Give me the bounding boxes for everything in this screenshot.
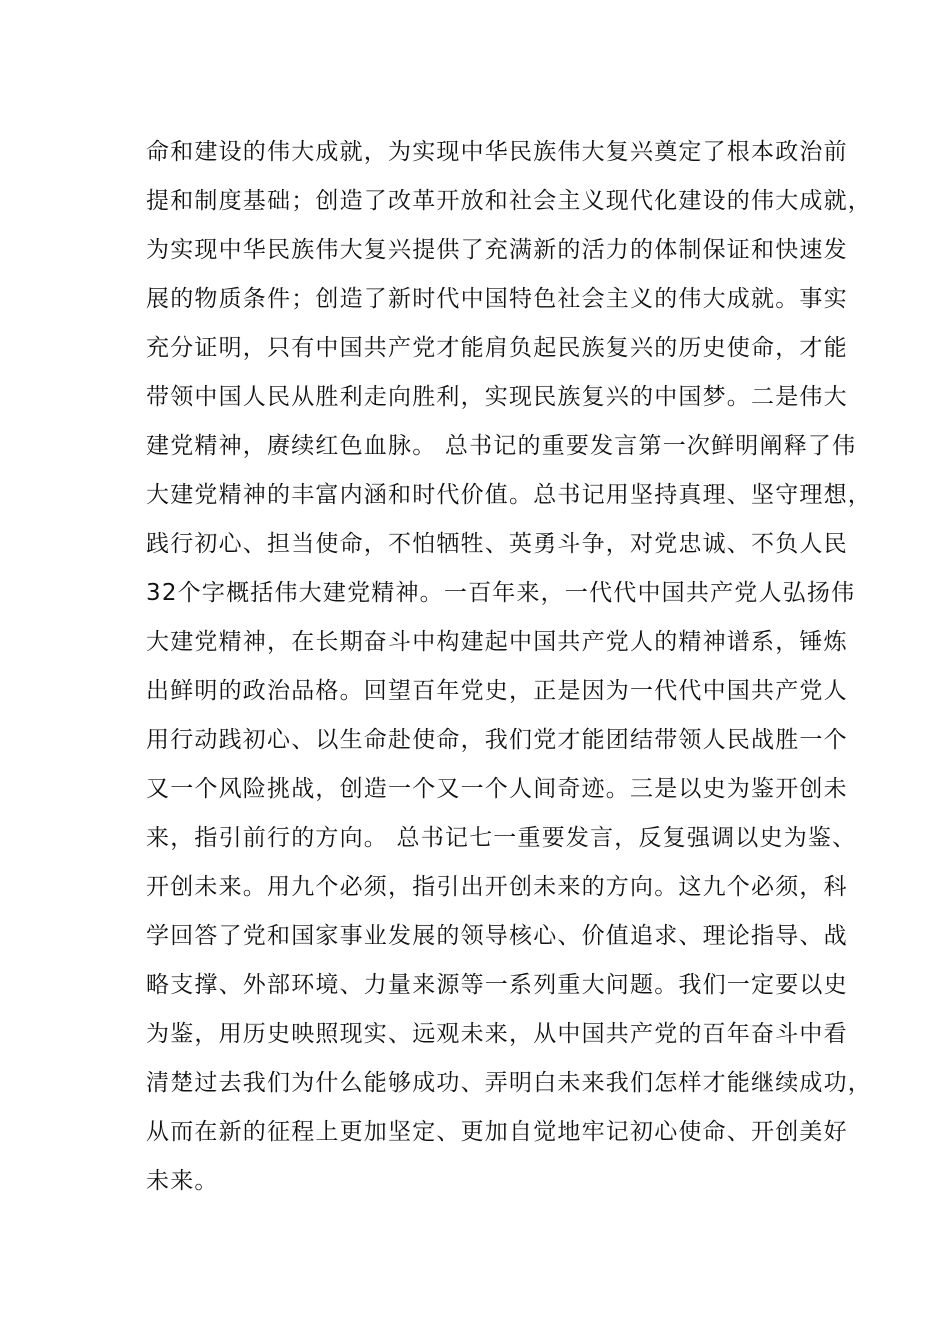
text-line: 践行初心、担当使命，不怕牺牲、英勇斗争，对党忠诚、不负人民 [146,531,848,557]
text-line: 建党精神，赓续红色血脉。 总书记的重要发言第一次鲜明阐释了伟 [146,433,857,459]
text-line: 为实现中华民族伟大复兴提供了充满新的活力的体制保证和快速发 [146,237,848,263]
text-line: 大建党精神的丰富内涵和时代价值。总书记用坚持真理、坚守理想， [146,482,872,508]
body-paragraph [146,128,872,1206]
text-line: 大建党精神，在长期奋斗中构建起中国共产党人的精神谱系，锤炼 [146,629,848,655]
text-line: 来，指引前行的方向。 总书记七一重要发言，反复强调以史为鉴、 [146,825,857,851]
text-line: 学回答了党和国家事业发展的领导核心、价值追求、理论指导、战 [146,923,848,949]
text-line: 命和建设的伟大成就，为实现中华民族伟大复兴奠定了根本政治前 [146,139,848,165]
text-line: 从而在新的征程上更加坚定、更加自觉地牢记初心使命、开创美好 [146,1119,848,1145]
text-line: 用行动践初心、以生命赴使命，我们党才能团结带领人民战胜一个 [146,727,848,753]
text-line: 清楚过去我们为什么能够成功、弄明白未来我们怎样才能继续成功， [146,1070,872,1096]
text-line: 提和制度基础；创造了改革开放和社会主义现代化建设的伟大成就， [146,188,872,214]
text-line: 32个字概括伟大建党精神。一百年来，一代代中国共产党人弘扬伟 [146,580,856,606]
text-line: 充分证明，只有中国共产党才能肩负起民族复兴的历史使命，才能 [146,335,848,361]
text-line: 未来。 [146,1168,219,1194]
text-line: 为鉴，用历史映照现实、远观未来，从中国共产党的百年奋斗中看 [146,1021,848,1047]
text-line: 出鲜明的政治品格。回望百年党史，正是因为一代代中国共产党人 [146,678,848,704]
text-line: 带领中国人民从胜利走向胜利，实现民族复兴的中国梦。二是伟大 [146,384,848,410]
text-line: 略支撑、外部环境、力量来源等一系列重大问题。我们一定要以史 [146,972,848,998]
text-line: 展的物质条件；创造了新时代中国特色社会主义的伟大成就。事实 [146,286,848,312]
text-line: 开创未来。用九个必须，指引出开创未来的方向。这九个必须，科 [146,874,848,900]
text-line: 又一个风险挑战，创造一个又一个人间奇迹。三是以史为鉴开创未 [146,776,848,802]
